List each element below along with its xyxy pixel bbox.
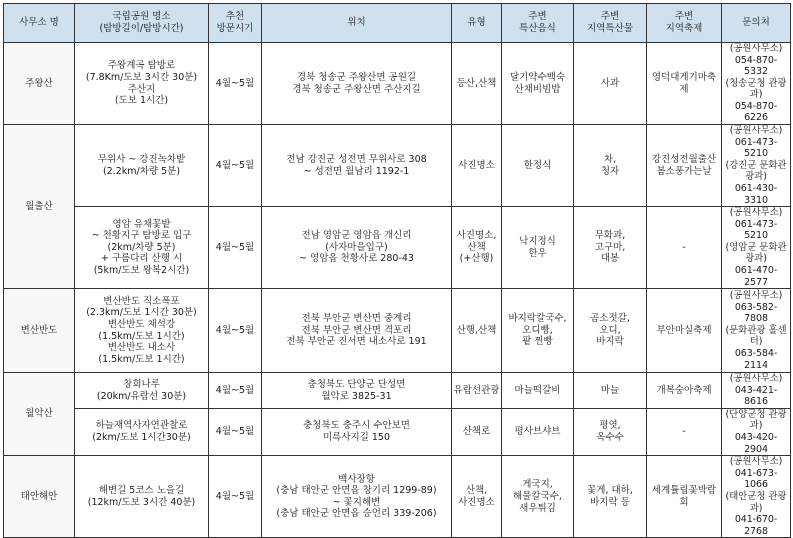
food-cell: 마늘떡갈비 xyxy=(502,373,574,409)
table-row xyxy=(4,43,791,125)
product-cell: 평엿, 옥수수 xyxy=(574,408,647,455)
product-cell: 사과 xyxy=(574,43,647,125)
parks-table xyxy=(3,3,791,538)
spot-cell: 무위사 ~ 강진녹차밭 (2.2km/차량 5분) xyxy=(75,125,209,207)
table-row xyxy=(4,289,791,373)
header-type: 유형 xyxy=(452,4,502,43)
type-cell: 사진명소 xyxy=(452,125,502,207)
season-cell: 4월~5월 xyxy=(209,207,262,289)
season-cell: 4월~5월 xyxy=(209,408,262,455)
product-cell: 곰소젓갈, 오디, 바지락 xyxy=(574,289,647,373)
season-cell: 4월~5월 xyxy=(209,125,262,207)
season-cell: 4월~5월 xyxy=(209,43,262,125)
contact-cell: (공원사무소) 041-673-1066 (태안군청 관광과) 041-670-2768 xyxy=(722,456,791,538)
product-cell: 꽃게, 대하, 바지락 등 xyxy=(574,456,647,538)
festival-cell: - xyxy=(647,408,722,455)
table-row xyxy=(4,408,791,455)
contact-cell: (공원사무소) 061-473-5210 (영암군 문화관광과) 061-470-2577 xyxy=(722,207,791,289)
table-row xyxy=(4,373,791,409)
type-cell: 사진명소, 산책 (+산행) xyxy=(452,207,502,289)
table-row xyxy=(4,456,791,538)
festival-cell: 강진성전월출산 봄소풍가는날 xyxy=(647,125,722,207)
type-cell: 유람선관광 xyxy=(452,373,502,409)
spot-cell: 해변길 5코스 노을길 (12km/도보 3시간 40분) xyxy=(75,456,209,538)
office-name: 변산반도 xyxy=(4,289,75,373)
food-cell: 바지락칼국수, 오디빵, 팥 찐빵 xyxy=(502,289,574,373)
festival-cell: - xyxy=(647,207,722,289)
type-cell: 산책로 xyxy=(452,408,502,455)
spot-cell: 하늘재역사자연관찰로 (2km/도보 1시간30분) xyxy=(75,408,209,455)
contact-cell: (공원사무소) 043-421-8616 xyxy=(722,373,791,409)
season-cell: 4월~5월 xyxy=(209,289,262,373)
header-spot: 국립공원 명소 (탐방길이/탐방시간) xyxy=(75,4,209,43)
contact-cell: (공원사무소) 063-582-7808 (문화관광 홀센터) 063-584-2114 xyxy=(722,289,791,373)
festival-cell: 부안마실축제 xyxy=(647,289,722,373)
office-name: 월악산 xyxy=(4,373,75,456)
location-cell: 전북 부안군 변산면 중계리 전북 부안군 변산면 격포리 전북 부안군 진서면 내소사로 191 xyxy=(262,289,452,373)
type-cell: 등산,산책 xyxy=(452,43,502,125)
office-name: 월출산 xyxy=(4,125,75,289)
spot-cell: 주왕계곡 탐방로 (7.8Km/도보 3시간 30분) 주산지 (도보 1시간) xyxy=(75,43,209,125)
location-cell: 충청북도 충주시 수안보면 미륵사지길 150 xyxy=(262,408,452,455)
festival-cell: 세계튤립꽃박람회 xyxy=(647,456,722,538)
header-product: 주변 지역특산물 xyxy=(574,4,647,43)
header-season: 추천 방문시기 xyxy=(209,4,262,43)
festival-cell: 개복숭아축제 xyxy=(647,373,722,409)
festival-cell: 영덕대게기마축제 xyxy=(647,43,722,125)
location-cell: 전남 강진군 성전면 무위사로 308 ~ 성전면 월남리 1192-1 xyxy=(262,125,452,207)
header-festival: 주변 지역축제 xyxy=(647,4,722,43)
location-cell: 경북 청송군 주왕산면 공원길 경북 청송군 주왕산면 주산지길 xyxy=(262,43,452,125)
food-cell: 게국지, 해물칼국수, 새우튀김 xyxy=(502,456,574,538)
product-cell: 무화과, 고구마, 대봉 xyxy=(574,207,647,289)
location-cell: 충청북도 단양군 단성면 월악로 3825-31 xyxy=(262,373,452,409)
food-cell: 달기약수백숙 산채비빔밥 xyxy=(502,43,574,125)
contact-cell: (공원사무소) 061-473-5210 (강진군 문화관광과) 061-430-3310 xyxy=(722,125,791,207)
food-cell: 낙지정식 한우 xyxy=(502,207,574,289)
office-name: 태안해안 xyxy=(4,456,75,538)
spot-cell: 창회나루 (20km/유람선 30분) xyxy=(75,373,209,409)
product-cell: 마늘 xyxy=(574,373,647,409)
header-contact: 문의처 xyxy=(722,4,791,43)
contact-cell: (공원사무소) 054-870-5332 (청송군청 관광과) 054-870-6226 xyxy=(722,43,791,125)
product-cell: 차, 청자 xyxy=(574,125,647,207)
contact-cell: (단양군청 관광과) 043-420-2904 xyxy=(722,408,791,455)
season-cell: 4월~5월 xyxy=(209,373,262,409)
header-food: 주변 특산음식 xyxy=(502,4,574,43)
food-cell: 평사브샤브 xyxy=(502,408,574,455)
office-name: 주왕산 xyxy=(4,43,75,125)
header-row xyxy=(4,4,791,43)
location-cell: 백사장항 (충남 태안군 안면읍 창기리 1299-89) ~ 꽃지해변 (충남 태안군 안면읍 승언리 339-206) xyxy=(262,456,452,538)
table-row xyxy=(4,125,791,207)
spot-cell: 영암 유채꽃밭 ~ 천황지구 탐방로 입구 (2km/차량 5분) + 구름다리 산행 시 (5km/도보 왕복2시간) xyxy=(75,207,209,289)
header-location: 위치 xyxy=(262,4,452,43)
location-cell: 전남 영암군 영암읍 개신리 (사자마을입구) ~ 영암읍 천황사로 280-43 xyxy=(262,207,452,289)
spot-cell: 변산반도 직소폭포 (2.3km/도보 1시간 30분) 변산반도 채석강 (1.5km/도보 1시간) 변산반도 내소사 (1.5km/도보 1시간) xyxy=(75,289,209,373)
header-office: 사무소 명 xyxy=(4,4,75,43)
table-row xyxy=(4,207,791,289)
type-cell: 산행,산책 xyxy=(452,289,502,373)
season-cell: 4월~5월 xyxy=(209,456,262,538)
food-cell: 한정식 xyxy=(502,125,574,207)
type-cell: 산책, 사진명소 xyxy=(452,456,502,538)
